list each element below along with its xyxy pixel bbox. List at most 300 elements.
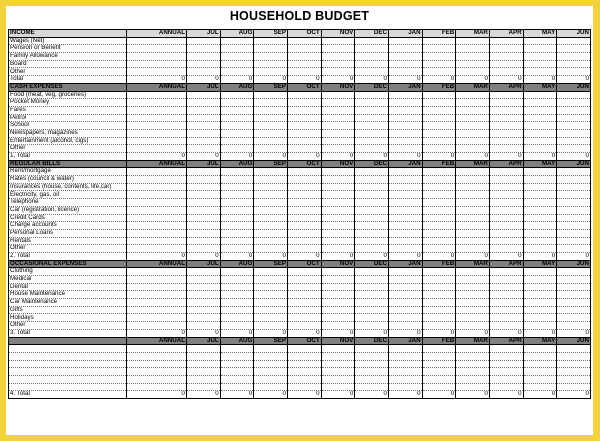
budget-cell[interactable] [489, 168, 523, 176]
budget-cell[interactable] [456, 276, 490, 284]
budget-cell[interactable] [388, 176, 422, 184]
budget-cell[interactable] [187, 37, 221, 45]
budget-cell[interactable] [388, 129, 422, 137]
budget-cell[interactable] [355, 291, 389, 299]
budget-cell[interactable] [321, 37, 355, 45]
budget-cell[interactable] [456, 99, 490, 107]
budget-cell[interactable] [489, 222, 523, 230]
budget-cell[interactable] [321, 183, 355, 191]
budget-cell[interactable] [557, 229, 591, 237]
budget-cell[interactable] [489, 176, 523, 184]
budget-cell[interactable] [220, 191, 254, 199]
budget-cell[interactable] [456, 322, 490, 330]
budget-cell[interactable] [523, 122, 557, 130]
budget-cell[interactable] [489, 45, 523, 53]
budget-cell[interactable] [355, 60, 389, 68]
budget-cell[interactable] [557, 206, 591, 214]
budget-cell[interactable] [287, 60, 321, 68]
budget-cell[interactable] [489, 145, 523, 153]
budget-cell[interactable] [523, 360, 557, 368]
budget-cell[interactable] [287, 91, 321, 99]
budget-cell[interactable] [456, 37, 490, 45]
budget-cell[interactable] [422, 68, 456, 76]
budget-cell[interactable] [422, 99, 456, 107]
budget-cell[interactable] [557, 114, 591, 122]
budget-cell[interactable] [254, 322, 288, 330]
budget-cell[interactable] [456, 368, 490, 376]
budget-cell[interactable] [422, 322, 456, 330]
budget-cell[interactable] [287, 345, 321, 353]
budget-cell[interactable] [127, 183, 187, 191]
budget-cell[interactable] [355, 222, 389, 230]
budget-cell[interactable] [187, 306, 221, 314]
budget-cell[interactable] [254, 106, 288, 114]
budget-cell[interactable] [489, 191, 523, 199]
budget-cell[interactable] [557, 183, 591, 191]
budget-cell[interactable] [287, 53, 321, 61]
budget-cell[interactable] [557, 322, 591, 330]
budget-cell[interactable] [355, 99, 389, 107]
budget-cell[interactable] [523, 106, 557, 114]
budget-cell[interactable] [254, 145, 288, 153]
budget-cell[interactable] [220, 283, 254, 291]
budget-cell[interactable] [220, 291, 254, 299]
budget-cell[interactable] [523, 53, 557, 61]
budget-cell[interactable] [523, 199, 557, 207]
budget-cell[interactable] [187, 368, 221, 376]
budget-cell[interactable] [523, 291, 557, 299]
budget-cell[interactable] [456, 237, 490, 245]
budget-cell[interactable] [355, 306, 389, 314]
budget-cell[interactable] [127, 229, 187, 237]
budget-cell[interactable] [388, 45, 422, 53]
budget-cell[interactable] [287, 360, 321, 368]
budget-cell[interactable] [254, 368, 288, 376]
budget-cell[interactable] [187, 129, 221, 137]
budget-cell[interactable] [388, 352, 422, 360]
budget-cell[interactable] [456, 199, 490, 207]
budget-cell[interactable] [254, 60, 288, 68]
budget-cell[interactable] [557, 53, 591, 61]
budget-cell[interactable] [321, 368, 355, 376]
budget-cell[interactable] [287, 291, 321, 299]
budget-cell[interactable] [355, 53, 389, 61]
budget-cell[interactable] [355, 360, 389, 368]
budget-cell[interactable] [422, 129, 456, 137]
budget-cell[interactable] [220, 237, 254, 245]
budget-cell[interactable] [127, 129, 187, 137]
budget-cell[interactable] [523, 99, 557, 107]
budget-cell[interactable] [321, 176, 355, 184]
budget-cell[interactable] [220, 183, 254, 191]
budget-cell[interactable] [523, 183, 557, 191]
budget-cell[interactable] [523, 168, 557, 176]
budget-cell[interactable] [422, 237, 456, 245]
budget-cell[interactable] [254, 383, 288, 391]
budget-cell[interactable] [187, 314, 221, 322]
budget-cell[interactable] [388, 60, 422, 68]
budget-cell[interactable] [388, 368, 422, 376]
budget-cell[interactable] [321, 375, 355, 383]
budget-cell[interactable] [489, 299, 523, 307]
budget-cell[interactable] [127, 137, 187, 145]
budget-cell[interactable] [187, 91, 221, 99]
budget-cell[interactable] [127, 352, 187, 360]
budget-cell[interactable] [254, 122, 288, 130]
budget-cell[interactable] [557, 176, 591, 184]
budget-cell[interactable] [456, 45, 490, 53]
budget-cell[interactable] [254, 345, 288, 353]
budget-cell[interactable] [321, 214, 355, 222]
budget-cell[interactable] [523, 137, 557, 145]
budget-cell[interactable] [220, 306, 254, 314]
budget-cell[interactable] [287, 99, 321, 107]
budget-cell[interactable] [220, 214, 254, 222]
budget-cell[interactable] [127, 375, 187, 383]
budget-cell[interactable] [388, 229, 422, 237]
budget-cell[interactable] [187, 229, 221, 237]
budget-cell[interactable] [287, 45, 321, 53]
budget-cell[interactable] [557, 214, 591, 222]
budget-cell[interactable] [489, 322, 523, 330]
budget-cell[interactable] [187, 60, 221, 68]
budget-cell[interactable] [557, 345, 591, 353]
budget-cell[interactable] [523, 383, 557, 391]
budget-cell[interactable] [557, 106, 591, 114]
budget-cell[interactable] [187, 299, 221, 307]
budget-cell[interactable] [523, 237, 557, 245]
budget-cell[interactable] [557, 314, 591, 322]
budget-cell[interactable] [187, 352, 221, 360]
budget-cell[interactable] [422, 91, 456, 99]
budget-cell[interactable] [523, 91, 557, 99]
budget-cell[interactable] [287, 352, 321, 360]
budget-cell[interactable] [456, 183, 490, 191]
budget-cell[interactable] [557, 91, 591, 99]
budget-cell[interactable] [321, 245, 355, 253]
budget-cell[interactable] [187, 322, 221, 330]
budget-cell[interactable] [422, 276, 456, 284]
budget-cell[interactable] [456, 360, 490, 368]
budget-cell[interactable] [557, 145, 591, 153]
budget-cell[interactable] [557, 375, 591, 383]
budget-cell[interactable] [456, 299, 490, 307]
budget-cell[interactable] [254, 129, 288, 137]
budget-cell[interactable] [523, 245, 557, 253]
budget-cell[interactable] [355, 129, 389, 137]
budget-cell[interactable] [388, 37, 422, 45]
budget-cell[interactable] [254, 360, 288, 368]
budget-cell[interactable] [388, 314, 422, 322]
budget-cell[interactable] [557, 199, 591, 207]
budget-cell[interactable] [287, 299, 321, 307]
budget-cell[interactable] [187, 276, 221, 284]
budget-cell[interactable] [388, 199, 422, 207]
budget-cell[interactable] [422, 306, 456, 314]
budget-cell[interactable] [254, 53, 288, 61]
budget-cell[interactable] [456, 383, 490, 391]
budget-cell[interactable] [287, 37, 321, 45]
budget-cell[interactable] [557, 68, 591, 76]
budget-cell[interactable] [355, 145, 389, 153]
budget-cell[interactable] [127, 60, 187, 68]
budget-cell[interactable] [287, 145, 321, 153]
budget-cell[interactable] [422, 45, 456, 53]
budget-cell[interactable] [489, 229, 523, 237]
budget-cell[interactable] [523, 299, 557, 307]
budget-cell[interactable] [523, 276, 557, 284]
budget-cell[interactable] [388, 299, 422, 307]
budget-cell[interactable] [321, 352, 355, 360]
budget-cell[interactable] [187, 245, 221, 253]
budget-cell[interactable] [523, 45, 557, 53]
budget-cell[interactable] [422, 283, 456, 291]
budget-cell[interactable] [187, 99, 221, 107]
budget-cell[interactable] [254, 299, 288, 307]
budget-cell[interactable] [388, 276, 422, 284]
budget-cell[interactable] [489, 53, 523, 61]
budget-cell[interactable] [489, 122, 523, 130]
budget-cell[interactable] [220, 268, 254, 276]
budget-cell[interactable] [456, 306, 490, 314]
budget-cell[interactable] [523, 145, 557, 153]
budget-cell[interactable] [388, 206, 422, 214]
budget-cell[interactable] [287, 283, 321, 291]
budget-cell[interactable] [187, 283, 221, 291]
budget-cell[interactable] [287, 237, 321, 245]
budget-cell[interactable] [422, 106, 456, 114]
budget-cell[interactable] [557, 291, 591, 299]
budget-cell[interactable] [422, 122, 456, 130]
budget-cell[interactable] [557, 37, 591, 45]
budget-cell[interactable] [355, 199, 389, 207]
budget-cell[interactable] [321, 299, 355, 307]
budget-cell[interactable] [321, 345, 355, 353]
budget-cell[interactable] [557, 137, 591, 145]
budget-cell[interactable] [456, 229, 490, 237]
budget-cell[interactable] [220, 137, 254, 145]
budget-cell[interactable] [422, 137, 456, 145]
budget-cell[interactable] [355, 322, 389, 330]
budget-cell[interactable] [456, 245, 490, 253]
budget-cell[interactable] [489, 291, 523, 299]
budget-cell[interactable] [523, 322, 557, 330]
budget-cell[interactable] [456, 91, 490, 99]
budget-cell[interactable] [355, 176, 389, 184]
budget-cell[interactable] [220, 176, 254, 184]
budget-cell[interactable] [456, 137, 490, 145]
budget-cell[interactable] [254, 168, 288, 176]
budget-cell[interactable] [355, 37, 389, 45]
budget-cell[interactable] [355, 245, 389, 253]
budget-cell[interactable] [321, 53, 355, 61]
budget-cell[interactable] [220, 360, 254, 368]
budget-cell[interactable] [254, 137, 288, 145]
budget-cell[interactable] [287, 199, 321, 207]
budget-cell[interactable] [321, 360, 355, 368]
budget-cell[interactable] [557, 222, 591, 230]
budget-cell[interactable] [127, 214, 187, 222]
budget-cell[interactable] [127, 45, 187, 53]
budget-cell[interactable] [388, 268, 422, 276]
budget-cell[interactable] [388, 114, 422, 122]
budget-cell[interactable] [254, 206, 288, 214]
budget-cell[interactable] [254, 229, 288, 237]
budget-cell[interactable] [127, 276, 187, 284]
budget-cell[interactable] [557, 352, 591, 360]
budget-cell[interactable] [489, 60, 523, 68]
budget-cell[interactable] [127, 383, 187, 391]
budget-cell[interactable] [220, 122, 254, 130]
budget-cell[interactable] [321, 206, 355, 214]
budget-cell[interactable] [254, 291, 288, 299]
budget-cell[interactable] [422, 183, 456, 191]
budget-cell[interactable] [422, 245, 456, 253]
budget-cell[interactable] [422, 368, 456, 376]
budget-cell[interactable] [187, 137, 221, 145]
budget-cell[interactable] [254, 68, 288, 76]
budget-cell[interactable] [456, 352, 490, 360]
budget-cell[interactable] [557, 60, 591, 68]
budget-cell[interactable] [220, 375, 254, 383]
budget-cell[interactable] [187, 360, 221, 368]
budget-cell[interactable] [355, 314, 389, 322]
budget-cell[interactable] [355, 45, 389, 53]
budget-cell[interactable] [456, 122, 490, 130]
budget-cell[interactable] [422, 145, 456, 153]
budget-cell[interactable] [254, 283, 288, 291]
budget-cell[interactable] [127, 91, 187, 99]
budget-cell[interactable] [388, 68, 422, 76]
budget-cell[interactable] [489, 91, 523, 99]
budget-cell[interactable] [254, 199, 288, 207]
budget-cell[interactable] [355, 91, 389, 99]
budget-cell[interactable] [187, 345, 221, 353]
budget-cell[interactable] [321, 91, 355, 99]
budget-cell[interactable] [489, 114, 523, 122]
budget-cell[interactable] [321, 45, 355, 53]
budget-cell[interactable] [388, 99, 422, 107]
budget-cell[interactable] [287, 214, 321, 222]
budget-cell[interactable] [187, 214, 221, 222]
budget-cell[interactable] [388, 191, 422, 199]
budget-cell[interactable] [422, 268, 456, 276]
budget-cell[interactable] [287, 114, 321, 122]
budget-cell[interactable] [254, 375, 288, 383]
budget-cell[interactable] [456, 314, 490, 322]
budget-cell[interactable] [456, 222, 490, 230]
budget-cell[interactable] [321, 229, 355, 237]
budget-cell[interactable] [220, 199, 254, 207]
budget-cell[interactable] [456, 191, 490, 199]
budget-cell[interactable] [557, 306, 591, 314]
budget-cell[interactable] [127, 145, 187, 153]
budget-cell[interactable] [489, 214, 523, 222]
budget-cell[interactable] [220, 45, 254, 53]
budget-cell[interactable] [456, 145, 490, 153]
budget-cell[interactable] [287, 176, 321, 184]
budget-cell[interactable] [557, 299, 591, 307]
budget-cell[interactable] [456, 53, 490, 61]
budget-cell[interactable] [127, 206, 187, 214]
budget-cell[interactable] [489, 383, 523, 391]
budget-cell[interactable] [321, 106, 355, 114]
budget-cell[interactable] [523, 314, 557, 322]
budget-cell[interactable] [287, 383, 321, 391]
budget-cell[interactable] [127, 268, 187, 276]
budget-cell[interactable] [254, 99, 288, 107]
budget-cell[interactable] [187, 268, 221, 276]
budget-cell[interactable] [254, 183, 288, 191]
budget-cell[interactable] [355, 214, 389, 222]
budget-cell[interactable] [388, 306, 422, 314]
budget-cell[interactable] [489, 237, 523, 245]
budget-cell[interactable] [254, 276, 288, 284]
budget-cell[interactable] [321, 137, 355, 145]
budget-cell[interactable] [254, 352, 288, 360]
budget-cell[interactable] [388, 214, 422, 222]
budget-cell[interactable] [187, 222, 221, 230]
budget-cell[interactable] [523, 60, 557, 68]
budget-cell[interactable] [523, 229, 557, 237]
budget-cell[interactable] [321, 276, 355, 284]
budget-cell[interactable] [355, 276, 389, 284]
budget-cell[interactable] [523, 375, 557, 383]
budget-cell[interactable] [388, 345, 422, 353]
budget-cell[interactable] [321, 283, 355, 291]
budget-cell[interactable] [456, 106, 490, 114]
budget-cell[interactable] [220, 99, 254, 107]
budget-cell[interactable] [489, 183, 523, 191]
budget-cell[interactable] [456, 214, 490, 222]
budget-cell[interactable] [422, 176, 456, 184]
budget-cell[interactable] [321, 145, 355, 153]
budget-cell[interactable] [523, 352, 557, 360]
budget-cell[interactable] [187, 45, 221, 53]
budget-cell[interactable] [388, 383, 422, 391]
budget-cell[interactable] [557, 122, 591, 130]
budget-cell[interactable] [187, 383, 221, 391]
budget-cell[interactable] [355, 106, 389, 114]
budget-cell[interactable] [287, 168, 321, 176]
budget-cell[interactable] [187, 114, 221, 122]
budget-cell[interactable] [523, 37, 557, 45]
budget-cell[interactable] [254, 45, 288, 53]
budget-cell[interactable] [523, 368, 557, 376]
budget-cell[interactable] [523, 268, 557, 276]
budget-cell[interactable] [456, 283, 490, 291]
budget-cell[interactable] [127, 237, 187, 245]
budget-cell[interactable] [523, 191, 557, 199]
budget-cell[interactable] [187, 176, 221, 184]
budget-cell[interactable] [220, 245, 254, 253]
budget-cell[interactable] [321, 268, 355, 276]
budget-cell[interactable] [187, 53, 221, 61]
budget-cell[interactable] [220, 222, 254, 230]
budget-cell[interactable] [388, 168, 422, 176]
budget-cell[interactable] [287, 322, 321, 330]
budget-cell[interactable] [489, 68, 523, 76]
budget-cell[interactable] [220, 383, 254, 391]
budget-cell[interactable] [127, 222, 187, 230]
budget-cell[interactable] [321, 99, 355, 107]
budget-cell[interactable] [287, 183, 321, 191]
budget-cell[interactable] [523, 68, 557, 76]
budget-cell[interactable] [456, 114, 490, 122]
budget-cell[interactable] [557, 237, 591, 245]
budget-cell[interactable] [220, 168, 254, 176]
budget-cell[interactable] [321, 291, 355, 299]
